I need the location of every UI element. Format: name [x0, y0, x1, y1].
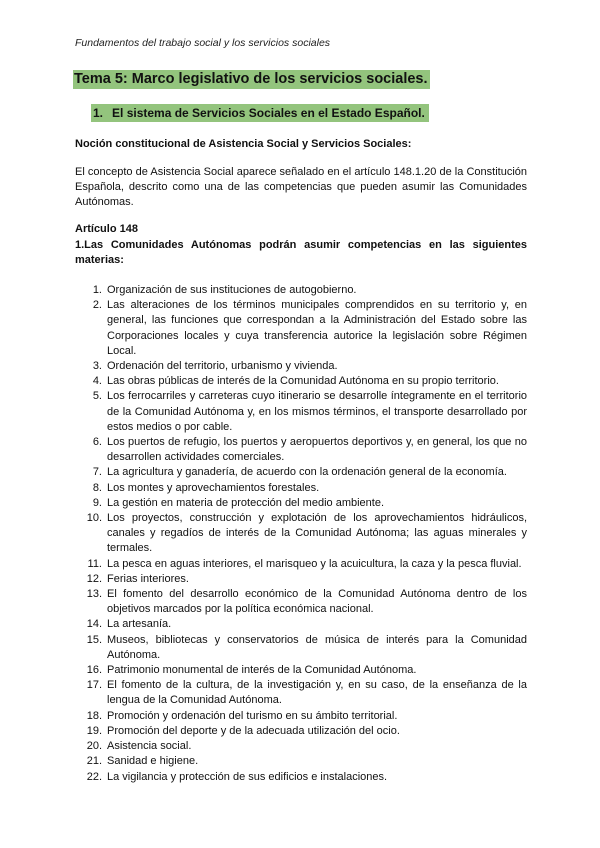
page-title: Tema 5: Marco legislativo de los servicios sociales. [74, 71, 428, 87]
list-item-number: 22. [86, 770, 102, 783]
list-item [75, 283, 527, 298]
list-item [75, 663, 527, 678]
list-item-text: Ferias interiores. [107, 572, 189, 585]
list-item-number: 3. [92, 360, 102, 373]
list-item-text: Promoción del deporte y de la adecuada utilización del ocio. [107, 724, 400, 737]
list-item-number: 10. [86, 512, 102, 525]
list-item [75, 359, 527, 374]
list-item [75, 709, 527, 724]
list-item-number: 16. [86, 664, 102, 677]
list-item-number: 2. [92, 299, 102, 312]
list-item-text: Patrimonio monumental de interés de la Comunidad Autónoma. [107, 664, 417, 677]
list-item-text: Museos, bibliotecas y conservatorios de música de interés para la Comunidad Autónoma. [107, 633, 527, 661]
list-item [75, 374, 527, 389]
list-item-number: 1. [92, 284, 102, 296]
list-item-text: Las alteraciones de los términos municipales comprendidos en su territorio y, en general, las funciones que correspondan a la Administración del Estado sobre las Corporaciones locales y cuya transferencia autorice la legislación sobre Régimen Local. [107, 299, 527, 357]
list-item-text: El fomento de la cultura, de la investigación y, en su caso, de la enseñanza de la lengua de la Comunidad Autónoma. [107, 679, 527, 707]
list-item-number: 7. [92, 466, 102, 479]
list-item-text: Organización de sus instituciones de autogobierno. [107, 284, 357, 296]
section-heading [91, 104, 429, 122]
list-item-number: 6. [92, 436, 102, 449]
list-item-number: 4. [92, 375, 102, 388]
list-item-number: 13. [86, 588, 102, 601]
list-item [75, 496, 527, 511]
list-item-text: La artesanía. [107, 618, 172, 631]
list-item [75, 465, 527, 480]
running-header: Fundamentos del trabajo social y los servicios sociales [75, 37, 331, 49]
list-item-number: 14. [86, 618, 102, 631]
list-item-text: Los ferrocarriles y carreteras cuyo itinerario se desarrolle íntegramente en el territorio de la Comunidad Autónoma y, en los mismos términos, el transporte desarrollado por estos medios o por cable. [107, 390, 527, 433]
list-item [75, 724, 527, 739]
list-item-text: El fomento del desarrollo económico de la Comunidad Autónoma dentro de los objetivos marcados por la política económica nacional. [107, 588, 527, 616]
list-item-text: La vigilancia y protección de sus edificios e instalaciones. [107, 770, 388, 783]
list-item [75, 481, 527, 496]
list-item-number: 8. [92, 481, 102, 494]
list-item-number: 5. [92, 390, 102, 403]
list-item [75, 511, 527, 557]
list-item [75, 770, 527, 785]
list-item-text: Los proyectos, construcción y explotación de los aprovechamientos hidráulicos, canales y regadíos de interés de la Comunidad Autónoma; las aguas minerales y termales. [107, 512, 527, 555]
intro-paragraph: El concepto de Asistencia Social aparece señalado en el artículo 148.1.20 de la Constitución Española, descrito como una de las competencias que pueden asumir las Comunidades Autónomas. [75, 166, 527, 209]
list-item [75, 587, 527, 617]
list-item [75, 435, 527, 465]
list-item [75, 389, 527, 435]
list-item [75, 633, 527, 663]
article-title: Artículo 148 [75, 223, 138, 235]
list-item [75, 678, 527, 708]
list-item-number: 15. [86, 633, 102, 646]
list-item-text: Las obras públicas de interés de la Comunidad Autónoma en su propio territorio. [107, 375, 499, 388]
list-item-number: 11. [87, 557, 102, 570]
list-item-text: Los montes y aprovechamientos forestales. [107, 481, 320, 494]
article-intro: 1.Las Comunidades Autónomas podrán asumir competencias en las siguientes materias: [75, 239, 527, 267]
list-item-text: Los puertos de refugio, los puertos y aeropuertos deportivos y, en general, los que no desarrollen actividades comerciales. [107, 436, 527, 464]
list-item-text: Ordenación del territorio, urbanismo y vivienda. [107, 360, 338, 373]
list-item-number: 19. [86, 724, 102, 737]
list-item-text: La agricultura y ganadería, de acuerdo con la ordenación general de la economía. [107, 466, 507, 479]
section-label: El sistema de Servicios Sociales en el Estado Español. [112, 106, 425, 120]
list-item-number: 20. [86, 740, 102, 753]
list-item [75, 754, 527, 769]
list-item [75, 557, 527, 572]
list-item [75, 298, 527, 359]
list-item [75, 572, 527, 587]
list-item [75, 617, 527, 632]
list-item-number: 18. [86, 709, 102, 722]
list-item-text: Asistencia social. [107, 740, 192, 753]
list-item-number: 9. [92, 496, 102, 509]
list-item [75, 739, 527, 754]
list-item-text: Sanidad e higiene. [107, 755, 199, 768]
list-item-number: 12. [86, 572, 102, 585]
list-item-number: 21. [86, 755, 102, 768]
list-item-text: Promoción y ordenación del turismo en su ámbito territorial. [107, 709, 398, 722]
list-item-text: La gestión en materia de protección del medio ambiente. [107, 496, 385, 509]
list-item-text: La pesca en aguas interiores, el marisqueo y la acuicultura, la caza y la pesca fluvial. [107, 557, 522, 570]
list-item-number: 17. [86, 679, 102, 692]
subheading: Noción constitucional de Asistencia Social y Servicios Sociales: [75, 138, 412, 150]
section-number: 1. [93, 106, 104, 120]
competencies-list [75, 283, 527, 785]
